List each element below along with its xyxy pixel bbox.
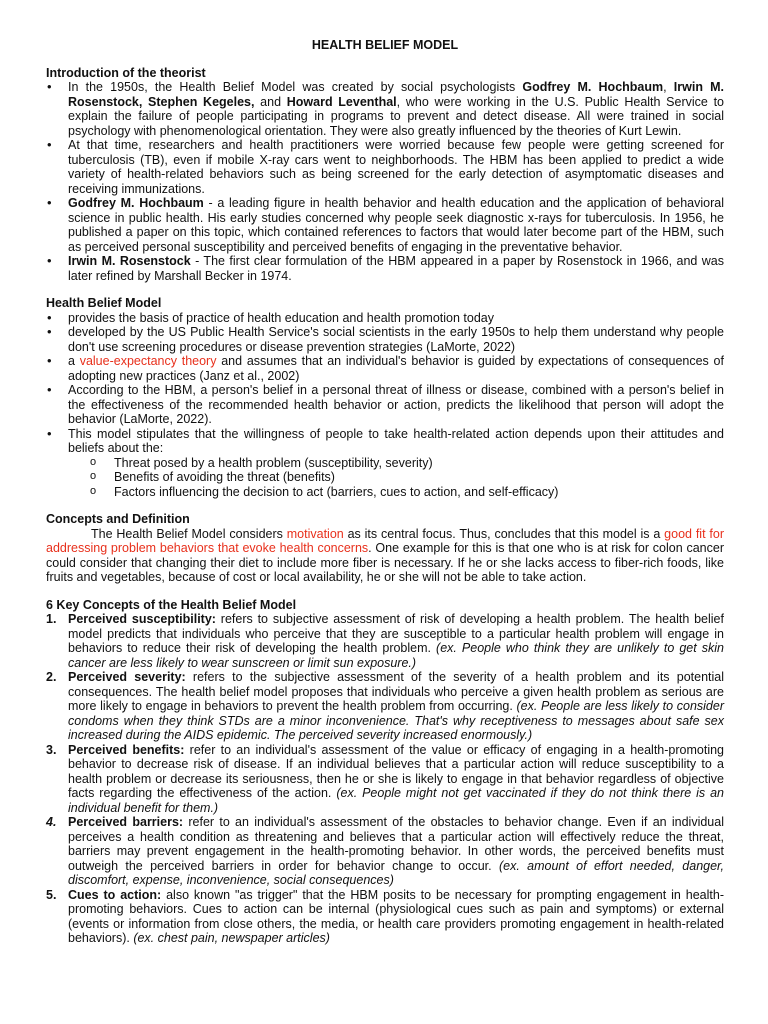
hbm-sub-list: [68, 456, 724, 500]
hbm-bullet-3: • a value-expectancy theory and assumes that an individual's behavior is guided by expectations of consequences of adopting new practices (Janz et al., 2002): [46, 354, 724, 383]
section-key-concepts: [46, 598, 724, 946]
key-concept-item: 4. Perceived barriers: refer to an individual's assessment of the obstacles to behavior change. Even if an individual perceives a health condition as threatening and believes that a particular action will effectively reduce the threat, barriers may prevent engagement in the health-promoting behavior. In other words, the perceived benefits must outweigh the perceived barriers in order for behavior change to occur. (ex. amount of effort needed, danger, discomfort, expense, inconvenience, social consequences): [46, 815, 724, 887]
section-heading-introduction: Introduction of the theorist: [46, 65, 206, 80]
item-number: 3.: [46, 742, 57, 757]
hbm-sub-item: o Benefits of avoiding the threat (benefits): [90, 470, 724, 485]
item-number: 1.: [46, 612, 57, 626]
key-concept-item: 3. Perceived benefits: refer to an individual's assessment of the value or efficacy of engaging in a health-promoting behavior to decrease risk of disease. If an individual believes that a particular action will reduce susceptibility to a health problem or decrease its seriousness, then he or she is likely to engage in that behavior regardless of objective facts regarding the effectiveness of the action. (ex. People might not get vaccinated if they do not think there is an individual benefit for them.): [46, 742, 724, 815]
theorist-name: Howard Leventhal: [286, 94, 397, 109]
hbm-bullet-2: • developed by the US Public Health Service's social scientists in the early 1950s to help them understand why people don't use screening procedures or disease prevention strategies (LaMorte, 2022): [46, 325, 724, 354]
concept-example: (ex. People might not get vaccinated if they do not think there is an individual benefit for them.): [68, 786, 724, 815]
key-concept-item: 5. Cues to action: also known "as trigger" that the HBM posits to be necessary for prompting engagement in health-promoting behaviors. Cues to action can be internal (physiological cues such as pain and symptoms) or external (events or information from close others, the media, or health care providers promoting engagement in health-related behaviors). (ex. chest pain, newspaper articles): [46, 887, 724, 945]
hbm-sub-item: o Factors influencing the decision to act (barriers, cues to action, and self-efficacy): [90, 485, 724, 500]
concept-example: (ex. chest pain, newspaper articles): [133, 931, 330, 945]
concept-example: (ex. amount of effort needed, danger, discomfort, expense, inconvenience, social consequences): [68, 858, 724, 887]
document-title: HEALTH BELIEF MODEL: [311, 38, 459, 52]
key-concept-item: 1. Perceived susceptibility: refers to subjective assessment of risk of developing a health problem. The health belief model predicts that individuals who perceive that they are susceptible to a particular health problem will engage in behaviors to reduce their risk of developing the health problem. (ex. People who think they are unlikely to get skin cancer are less likely to wear sunscreen or limit sun exposure.): [46, 612, 724, 670]
key-concepts-list: [46, 612, 724, 946]
theorist-name: Godfrey M. Hochbaum: [522, 80, 664, 94]
theorist-name: Irwin M. Rosenstock, Stephen Kegeles,: [68, 80, 725, 109]
section-health-belief-model: [46, 296, 724, 499]
hbm-bullet-1: • provides the basis of practice of health education and health promotion today: [46, 311, 724, 326]
section-concepts-definition: [46, 512, 724, 585]
concept-example: (ex. People who think they are unlikely to get skin cancer are less likely to wear sunscreen or limit sun exposure.): [68, 641, 724, 670]
hbm-sub-item: o Threat posed by a health problem (susceptibility, severity): [90, 456, 724, 471]
section-heading-key-concepts: 6 Key Concepts of the Health Belief Model: [46, 597, 297, 612]
highlight-motivation: motivation: [286, 526, 344, 541]
theorist-name: Godfrey M. Hochbaum: [68, 196, 204, 210]
hbm-bullet-5: • This model stipulates that the willingness of people to take health-related action depends upon their attitudes and beliefs about the: o Threat posed by a health problem (susceptibility, severity) o Benefits of avoiding the threat (benefits) o Factors influencing the decision to act (barriers, cues to action, and self-efficacy): [46, 427, 724, 500]
intro-bullet-list: [46, 80, 724, 283]
intro-bullet-1: • In the 1950s, the Health Belief Model was created by social psychologists Godfrey M. Hochbaum, Irwin M. Rosenstock, Stephen Kegeles, and Howard Leventhal, who were working in the U.S. Public Health Service to explain the failure of people participating in programs to prevent and detect disease. All were trained in social psychology with phenomenological orientation. They were also greatly influenced by the theories of Kurt Lewin.: [46, 80, 724, 138]
section-introduction: [46, 66, 724, 284]
item-number: 5.: [46, 887, 57, 902]
intro-bullet-2: • At that time, researchers and health practitioners were worried because few people were getting screened for tuberculosis (TB), even if mobile X-ray cars went to neighborhoods. The HBM has been applied to predict a wide variety of health-related behaviors such as being screened for the early detection of asymptomatic diseases and receiving immunizations.: [46, 138, 724, 196]
concepts-paragraph: The Health Belief Model considers motivation as its central focus. Thus, concludes that this model is a good fit for addressing problem behaviors that evoke health concerns. One example for this is that one who is at risk for colon cancer could consider that changing their diet to include more fiber is necessary. If he or she lacks access to fiber-rich foods, like fruits and vegetables, because of cost or local availability, he or she will not be able to take action.: [46, 526, 724, 584]
highlight-good-fit: good fit for addressing problem behaviors that evoke health concerns: [46, 526, 724, 555]
highlight-value-expectancy: value-expectancy theory: [79, 354, 217, 368]
concept-term: Perceived barriers:: [68, 815, 184, 829]
concept-term: Perceived severity:: [68, 670, 186, 684]
item-number: 2.: [46, 670, 57, 684]
item-number: 4.: [46, 815, 57, 829]
section-heading-concepts: Concepts and Definition: [46, 512, 190, 526]
concept-term: Perceived susceptibility:: [68, 612, 216, 626]
hbm-bullet-list: [46, 311, 724, 500]
intro-bullet-3: • Godfrey M. Hochbaum - a leading figure in health behavior and health education and the application of behavioral science in public health. His early studies concerned why people seek diagnostic x-rays for tuberculosis. In 1956, he published a paper on this topic, which contained references to factors that would later become part of the HBM, such as perceived personal susceptibility and perceived benefits of engaging in the preventative behavior.: [46, 196, 724, 254]
concept-example: (ex. People are less likely to consider condoms when they think STDs are a minor inconvenience. That's why receptiveness to messages about safe sex increased during the AIDS epidemic. The perceived severity increased enormously.): [68, 699, 724, 742]
concept-term: Cues to action:: [68, 887, 162, 902]
theorist-name: Irwin M. Rosenstock: [68, 254, 191, 268]
concept-term: Perceived benefits:: [68, 742, 185, 757]
key-concept-item: 2. Perceived severity: refers to the subjective assessment of the severity of a health problem and its potential consequences. The health belief model proposes that individuals who perceive a given health problem as serious are more likely to engage in behaviors to prevent the health problem from occurring. (ex. People are less likely to consider condoms when they think STDs are a minor inconvenience. That's why receptiveness to messages about safe sex increased during the AIDS epidemic. The perceived severity increased enormously.): [46, 670, 725, 742]
section-heading-hbm: Health Belief Model: [46, 296, 162, 310]
intro-bullet-4: • Irwin M. Rosenstock - The first clear formulation of the HBM appeared in a paper by Rosenstock in 1966, and was later refined by Marshall Becker in 1974.: [46, 254, 724, 283]
hbm-bullet-4: • According to the HBM, a person's belief in a personal threat of illness or disease, combined with a person's belief in the effectiveness of the recommended health behavior or action, predicts the likelihood that person will adopt the behavior (LaMorte, 2022).: [46, 383, 724, 427]
